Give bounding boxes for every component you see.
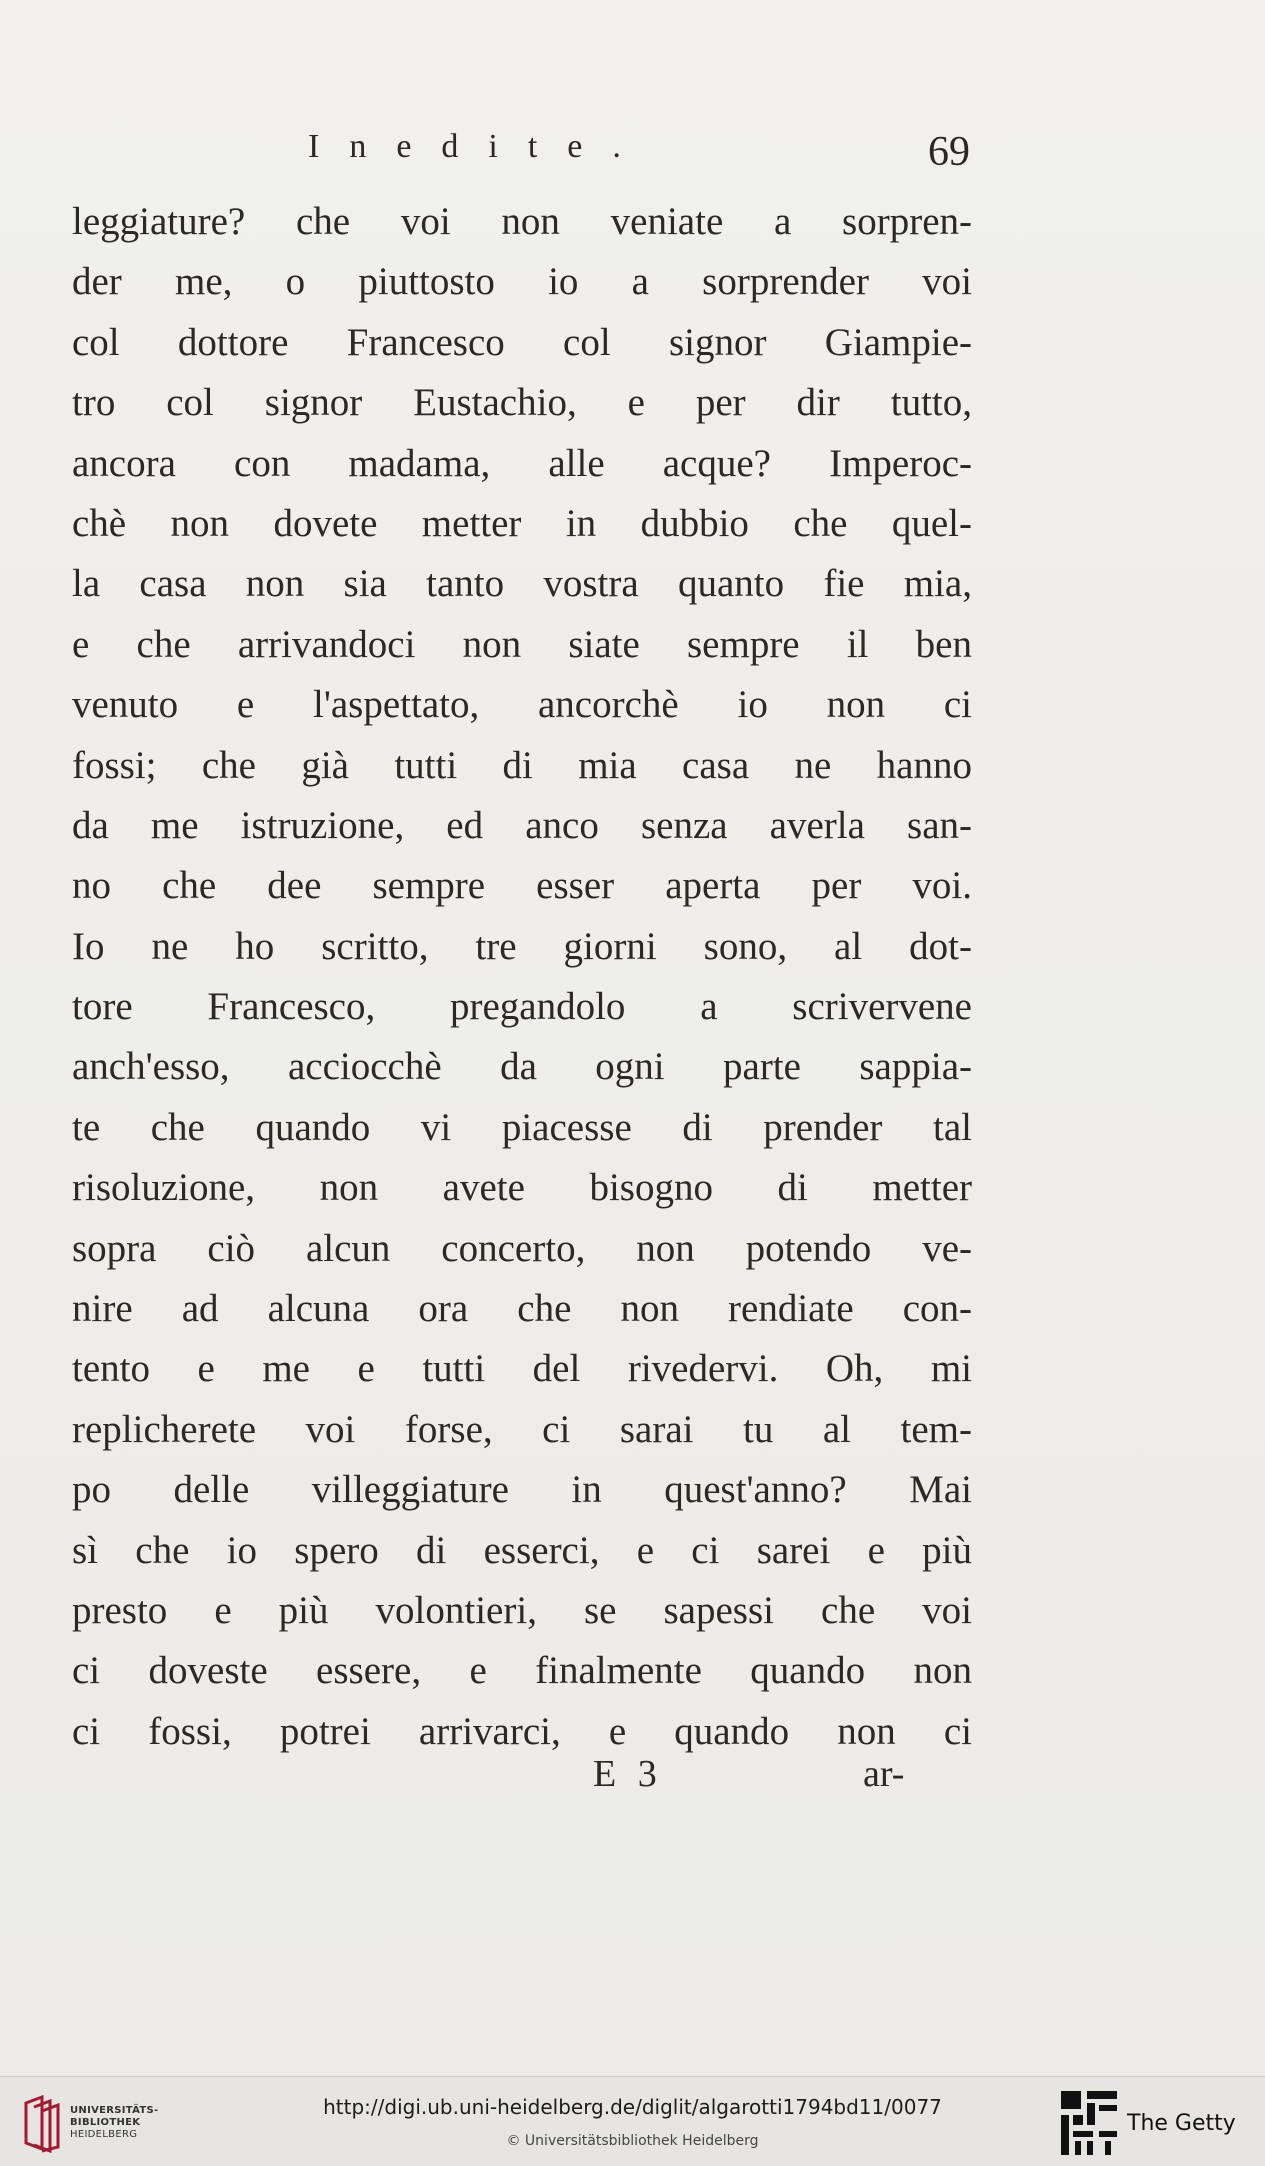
text-line: chè non dovete metter in dubbio che quel- <box>72 501 972 545</box>
text-line: venuto e l'aspettato, ancorchè io non ci <box>72 683 972 727</box>
running-title: Inedite. <box>308 128 651 165</box>
getty-label: The Getty <box>1127 2111 1236 2136</box>
text-line: e che arrivandoci non siate sempre il ben <box>72 622 972 666</box>
text-line: ci doveste essere, e finalmente quando non <box>72 1649 972 1693</box>
permalink-url[interactable]: http://digi.ub.uni-heidelberg.de/diglit/algarotti1794bd11/0077 <box>323 2095 942 2119</box>
catchword: ar- <box>863 1753 905 1795</box>
viewer-footer <box>0 2076 1265 2166</box>
text-line: presto e più volontieri, se sapessi che voi <box>72 1588 972 1632</box>
text-line: te che quando vi piacesse di prender tal <box>72 1105 972 1149</box>
text-line: nire ad alcuna ora che non rendiate con- <box>72 1287 972 1331</box>
text-line: replicherete voi forse, ci sarai tu al tem- <box>72 1407 972 1451</box>
text-line: tento e me e tutti del rivedervi. Oh, mi <box>72 1347 972 1391</box>
text-line: sopra ciò alcun concerto, non potendo ve- <box>72 1226 972 1270</box>
getty-logo[interactable] <box>1061 2091 1251 2155</box>
text-line: risoluzione, non avete bisogno di metter <box>72 1166 972 1210</box>
library-name-line: UNIVERSITÄTS- <box>70 2105 159 2116</box>
text-line: la casa non sia tanto vostra quanto fie mia, <box>72 562 972 606</box>
text-line: da me istruzione, ed anco senza averla san- <box>72 803 972 847</box>
running-head <box>70 128 970 178</box>
text-line: po delle villeggiature in quest'anno? Mai <box>72 1468 972 1512</box>
text-line: ancora con madama, alle acque? Imperoc- <box>72 441 972 485</box>
text-line: fossi; che già tutti di mia casa ne hanno <box>72 743 972 787</box>
library-name-line: BIBLIOTHEK <box>70 2117 141 2128</box>
library-name-line: HEIDELBERG <box>70 2129 138 2140</box>
text-line: Io ne ho scritto, tre giorni sono, al dot- <box>72 924 972 968</box>
text-line: der me, o piuttosto io a sorprender voi <box>72 260 972 304</box>
text-line: tro col signor Eustachio, e per dir tutto, <box>72 381 972 425</box>
text-line: no che dee sempre esser aperta per voi. <box>72 864 972 908</box>
copyright-notice: © Universitätsbibliothek Heidelberg <box>506 2133 759 2149</box>
getty-emblem-icon <box>1061 2091 1117 2155</box>
text-line: col dottore Francesco col signor Giampie- <box>72 320 972 364</box>
page-number: 69 <box>928 129 970 175</box>
text-line: anch'esso, acciocchè da ogni parte sappia- <box>72 1045 972 1089</box>
signature-mark: E 3 <box>593 1753 663 1795</box>
text-line: ci fossi, potrei arrivarci, e quando non ci <box>72 1709 972 1753</box>
text-line: sì che io spero di esserci, e ci sarei e più <box>72 1528 972 1572</box>
text-line: tore Francesco, pregandolo a scrivervene <box>72 985 972 1029</box>
signature-line <box>70 1752 970 1802</box>
body-text <box>72 192 972 1762</box>
text-line: leggiature? che voi non veniate a sorpren- <box>72 200 972 243</box>
